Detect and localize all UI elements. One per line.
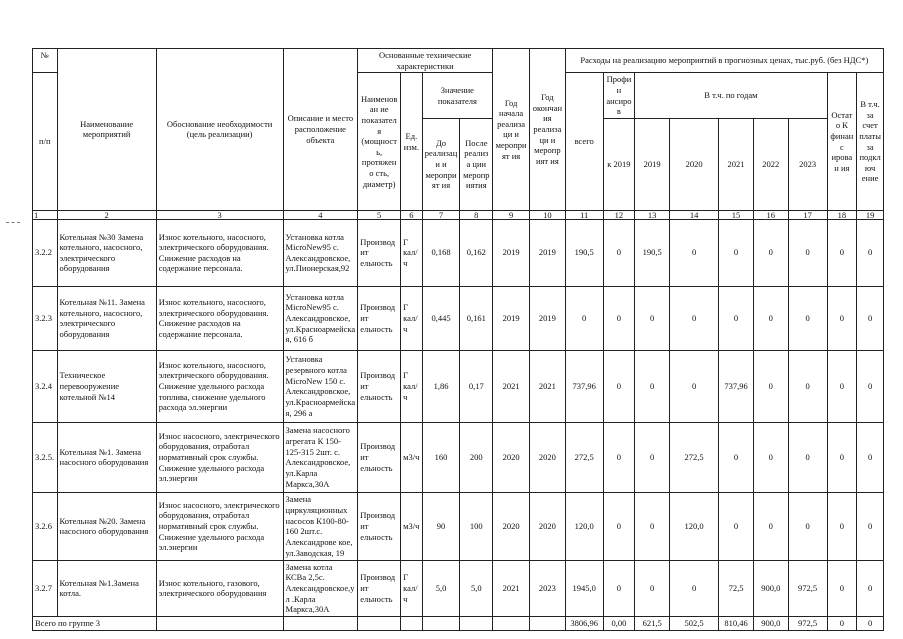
- table-row: [33, 286, 884, 350]
- year-start-cell: 2020: [493, 492, 530, 560]
- total-cell: 1945,0: [565, 560, 603, 616]
- row-number: 3.2.3: [33, 286, 58, 350]
- year-2023-cell: 0: [788, 286, 827, 350]
- header-total: всего: [565, 73, 603, 211]
- header-fin-k: к 2019: [603, 118, 635, 210]
- header-year-2019: 2019: [635, 118, 670, 210]
- object-location: Замена насосного агрегата К 150-125-315 2шт. с. Александровское, ул.Карла Маркса,30А: [283, 422, 358, 492]
- object-location: Установка котла MicroNew95 с. Александровское, ул.Красноармейска я, 616 б: [283, 286, 358, 350]
- year-2019-cell: 0: [635, 560, 670, 616]
- totals-empty: [401, 616, 422, 630]
- col-number: 16: [753, 210, 788, 219]
- object-location: Замена циркуляционных насосов К100-80-160 2шт.с. Александрове кое, ул.Заводская, 19: [283, 492, 358, 560]
- indicator-name: Производит ельность: [358, 350, 401, 422]
- totals-fee: 0: [857, 616, 884, 630]
- financed-cell: 0: [603, 560, 635, 616]
- header-after: После реализа ции меропр иятия: [460, 118, 493, 210]
- header-remain: Остато К финанс ирован ия: [827, 73, 857, 211]
- header-by-year: В т.ч. по годам: [635, 73, 827, 119]
- measure-basis: Износ котельного, газового, электрического оборудования: [156, 560, 283, 616]
- measure-name: Котельная №20. Замена насосного оборудования: [57, 492, 156, 560]
- fee-cell: 0: [857, 422, 884, 492]
- column-number-row: [33, 210, 884, 219]
- measure-name: Техническое перевооружение котельной №14: [57, 350, 156, 422]
- investment-table: [32, 48, 884, 631]
- year-2021-cell: 0: [719, 219, 754, 286]
- col-number: 19: [857, 210, 884, 219]
- measure-name: Котельная №1.Замена котла.: [57, 560, 156, 616]
- col-number: 4: [283, 210, 358, 219]
- total-cell: 120,0: [565, 492, 603, 560]
- col-number: 9: [493, 210, 530, 219]
- year-end-cell: 2020: [529, 492, 565, 560]
- year-2019-cell: 0: [635, 286, 670, 350]
- year-2020-cell: 0: [670, 219, 719, 286]
- year-2023-cell: 0: [788, 219, 827, 286]
- year-2022-cell: 0: [753, 286, 788, 350]
- total-cell: 0: [565, 286, 603, 350]
- measure-basis: Износ котельного, насосного, электрического оборудования. Снижение удельного расхода топлива, снижение удельного расхода эл.энергии: [156, 350, 283, 422]
- col-number: 10: [529, 210, 565, 219]
- col-number: 8: [460, 210, 493, 219]
- year-2022-cell: 0: [753, 219, 788, 286]
- year-2019-cell: 0: [635, 422, 670, 492]
- value-before: 160: [422, 422, 460, 492]
- header-year-2022: 2022: [753, 118, 788, 210]
- header-num: №: [33, 49, 58, 73]
- totals-2022: 900,0: [753, 616, 788, 630]
- year-2020-cell: 0: [670, 286, 719, 350]
- fee-cell: 0: [857, 286, 884, 350]
- value-before: 0,168: [422, 219, 460, 286]
- fee-cell: 0: [857, 492, 884, 560]
- row-number: 3.2.2: [33, 219, 58, 286]
- value-after: 5,0: [460, 560, 493, 616]
- year-2021-cell: 72,5: [719, 560, 754, 616]
- totals-empty: [283, 616, 358, 630]
- margin-mark: [6, 222, 20, 223]
- value-before: 0,445: [422, 286, 460, 350]
- header-fin: Профин ансиров: [603, 73, 635, 119]
- data-body: [33, 219, 884, 616]
- col-number: 1: [33, 210, 58, 219]
- year-start-cell: 2021: [493, 560, 530, 616]
- financed-cell: 0: [603, 422, 635, 492]
- year-end-cell: 2019: [529, 219, 565, 286]
- header-year-2020: 2020: [670, 118, 719, 210]
- remain-cell: 0: [827, 492, 857, 560]
- col-number: 14: [670, 210, 719, 219]
- totals-empty: [460, 616, 493, 630]
- col-number: 13: [635, 210, 670, 219]
- header-costs: Расходы на реализацию мероприятий в прогнозных ценах, тыс.руб. (без НДС*): [565, 49, 883, 73]
- value-before: 5,0: [422, 560, 460, 616]
- fee-cell: 0: [857, 560, 884, 616]
- year-2020-cell: 272,5: [670, 422, 719, 492]
- totals-empty: [529, 616, 565, 630]
- measure-name: Котельная №30 Замена котельного, насосного, электрического оборудования: [57, 219, 156, 286]
- year-2023-cell: 972,5: [788, 560, 827, 616]
- header-name: Наименование мероприятий: [57, 49, 156, 211]
- totals-2020: 502,5: [670, 616, 719, 630]
- indicator-name: Производит ельность: [358, 492, 401, 560]
- header-year-2023: 2023: [788, 118, 827, 210]
- measure-basis: Износ насосного, электрического оборудования, отработал нормативный срок службы. Снижение удельного расхода эл.энергии: [156, 492, 283, 560]
- totals-2021: 810,46: [719, 616, 754, 630]
- year-2020-cell: 120,0: [670, 492, 719, 560]
- financed-cell: 0: [603, 219, 635, 286]
- col-number: 12: [603, 210, 635, 219]
- year-2023-cell: 0: [788, 350, 827, 422]
- fee-cell: 0: [857, 350, 884, 422]
- table-row: [33, 492, 884, 560]
- measure-basis: Износ котельного, насосного, электрического оборудования. Снижение расходов на содержание персонала.: [156, 286, 283, 350]
- header-year-2021: 2021: [719, 118, 754, 210]
- unit-cell: Г кал/ч: [401, 560, 422, 616]
- measure-name: Котельная №1. Замена насосного оборудования: [57, 422, 156, 492]
- col-number: 2: [57, 210, 156, 219]
- indicator-name: Производит ельность: [358, 219, 401, 286]
- totals-total: 3806,96: [565, 616, 603, 630]
- header-tech: Основанные технические характеристики: [358, 49, 493, 73]
- object-location: Замена котла КСВа 2,5с. Александровское,ул .Карла Маркса,30А: [283, 560, 358, 616]
- col-number: 17: [788, 210, 827, 219]
- year-end-cell: 2023: [529, 560, 565, 616]
- year-end-cell: 2021: [529, 350, 565, 422]
- remain-cell: 0: [827, 560, 857, 616]
- value-after: 100: [460, 492, 493, 560]
- header-unit: Ед. изм.: [401, 73, 422, 211]
- unit-cell: Г кал/ч: [401, 350, 422, 422]
- year-end-cell: 2019: [529, 286, 565, 350]
- measure-basis: Износ котельного, насосного, электрического оборудования. Снижение расходов на содержание персонала.: [156, 219, 283, 286]
- fee-cell: 0: [857, 219, 884, 286]
- row-number: 3.2.5.: [33, 422, 58, 492]
- object-location: Установка резервного котла MicroNew 150 с. Александровское, ул.Красноармейска я, 296 а: [283, 350, 358, 422]
- year-2023-cell: 0: [788, 422, 827, 492]
- year-start-cell: 2020: [493, 422, 530, 492]
- table-row: [33, 560, 884, 616]
- totals-row: [33, 616, 884, 630]
- header-fee: В т.ч. за счет платы за подкл юч ение: [857, 73, 884, 211]
- value-after: 200: [460, 422, 493, 492]
- totals-empty: [493, 616, 530, 630]
- total-cell: 272,5: [565, 422, 603, 492]
- financed-cell: 0: [603, 350, 635, 422]
- table-row: [33, 422, 884, 492]
- value-after: 0,161: [460, 286, 493, 350]
- totals-empty: [156, 616, 283, 630]
- year-2022-cell: 0: [753, 422, 788, 492]
- remain-cell: 0: [827, 286, 857, 350]
- indicator-name: Производит ельность: [358, 422, 401, 492]
- year-2021-cell: 0: [719, 492, 754, 560]
- indicator-name: Производит ельность: [358, 560, 401, 616]
- year-2022-cell: 0: [753, 350, 788, 422]
- totals-2019: 621,5: [635, 616, 670, 630]
- header-tech-name: Наименован ие показателя (мощность, протяжено сть, диаметр): [358, 73, 401, 211]
- totals-remain: 0: [827, 616, 857, 630]
- financed-cell: 0: [603, 492, 635, 560]
- unit-cell: м3/ч: [401, 492, 422, 560]
- indicator-name: Производит ельность: [358, 286, 401, 350]
- col-number: 15: [719, 210, 754, 219]
- unit-cell: Г кал/ч: [401, 286, 422, 350]
- col-number: 11: [565, 210, 603, 219]
- header-year-end: Год окончания реализаци и мероприят ия: [529, 49, 565, 211]
- col-number: 7: [422, 210, 460, 219]
- year-2019-cell: 0: [635, 492, 670, 560]
- col-number: 3: [156, 210, 283, 219]
- total-cell: 737,96: [565, 350, 603, 422]
- table-row: [33, 219, 884, 286]
- year-2022-cell: 900,0: [753, 560, 788, 616]
- table-row: [33, 350, 884, 422]
- unit-cell: Г кал/ч: [401, 219, 422, 286]
- value-before: 1,86: [422, 350, 460, 422]
- year-2022-cell: 0: [753, 492, 788, 560]
- remain-cell: 0: [827, 350, 857, 422]
- year-2021-cell: 0: [719, 286, 754, 350]
- col-number: 5: [358, 210, 401, 219]
- remain-cell: 0: [827, 422, 857, 492]
- year-2020-cell: 0: [670, 350, 719, 422]
- total-cell: 190,5: [565, 219, 603, 286]
- financed-cell: 0: [603, 286, 635, 350]
- unit-cell: м3/ч: [401, 422, 422, 492]
- header-location: Описание и место расположение объекта: [283, 49, 358, 211]
- document-sheet: [32, 48, 884, 631]
- year-start-cell: 2019: [493, 286, 530, 350]
- value-after: 0,17: [460, 350, 493, 422]
- row-number: 3.2.7: [33, 560, 58, 616]
- year-start-cell: 2021: [493, 350, 530, 422]
- value-before: 90: [422, 492, 460, 560]
- totals-empty: [422, 616, 460, 630]
- measure-name: Котельная №11. Замена котельного, насосного, электрического оборудования: [57, 286, 156, 350]
- year-2021-cell: 0: [719, 422, 754, 492]
- row-number: 3.2.4: [33, 350, 58, 422]
- measure-basis: Износ насосного, электрического оборудования, отработал нормативный срок службы. Снижение удельного расхода эл.энергии: [156, 422, 283, 492]
- year-2021-cell: 737,96: [719, 350, 754, 422]
- header-before: До реализаци и мероприят ия: [422, 118, 460, 210]
- header-pn: п/п: [33, 73, 58, 211]
- year-end-cell: 2020: [529, 422, 565, 492]
- year-start-cell: 2019: [493, 219, 530, 286]
- totals-label: Всего по группе 3: [33, 616, 157, 630]
- object-location: Установка котла MicroNew95 с. Александровское, ул.Пионерская,92: [283, 219, 358, 286]
- year-2023-cell: 0: [788, 492, 827, 560]
- totals-fin: 0,00: [603, 616, 635, 630]
- remain-cell: 0: [827, 219, 857, 286]
- col-number: 18: [827, 210, 857, 219]
- header-value: Значение показателя: [422, 73, 493, 119]
- year-2020-cell: 0: [670, 560, 719, 616]
- header-year-start: Год начала реализаци и мероприят ия: [493, 49, 530, 211]
- value-after: 0,162: [460, 219, 493, 286]
- col-number: 6: [401, 210, 422, 219]
- totals-empty: [358, 616, 401, 630]
- totals-2023: 972,5: [788, 616, 827, 630]
- year-2019-cell: 0: [635, 350, 670, 422]
- row-number: 3.2.6: [33, 492, 58, 560]
- header-basis: Обоснование необходимости (цель реализации): [156, 49, 283, 211]
- year-2019-cell: 190,5: [635, 219, 670, 286]
